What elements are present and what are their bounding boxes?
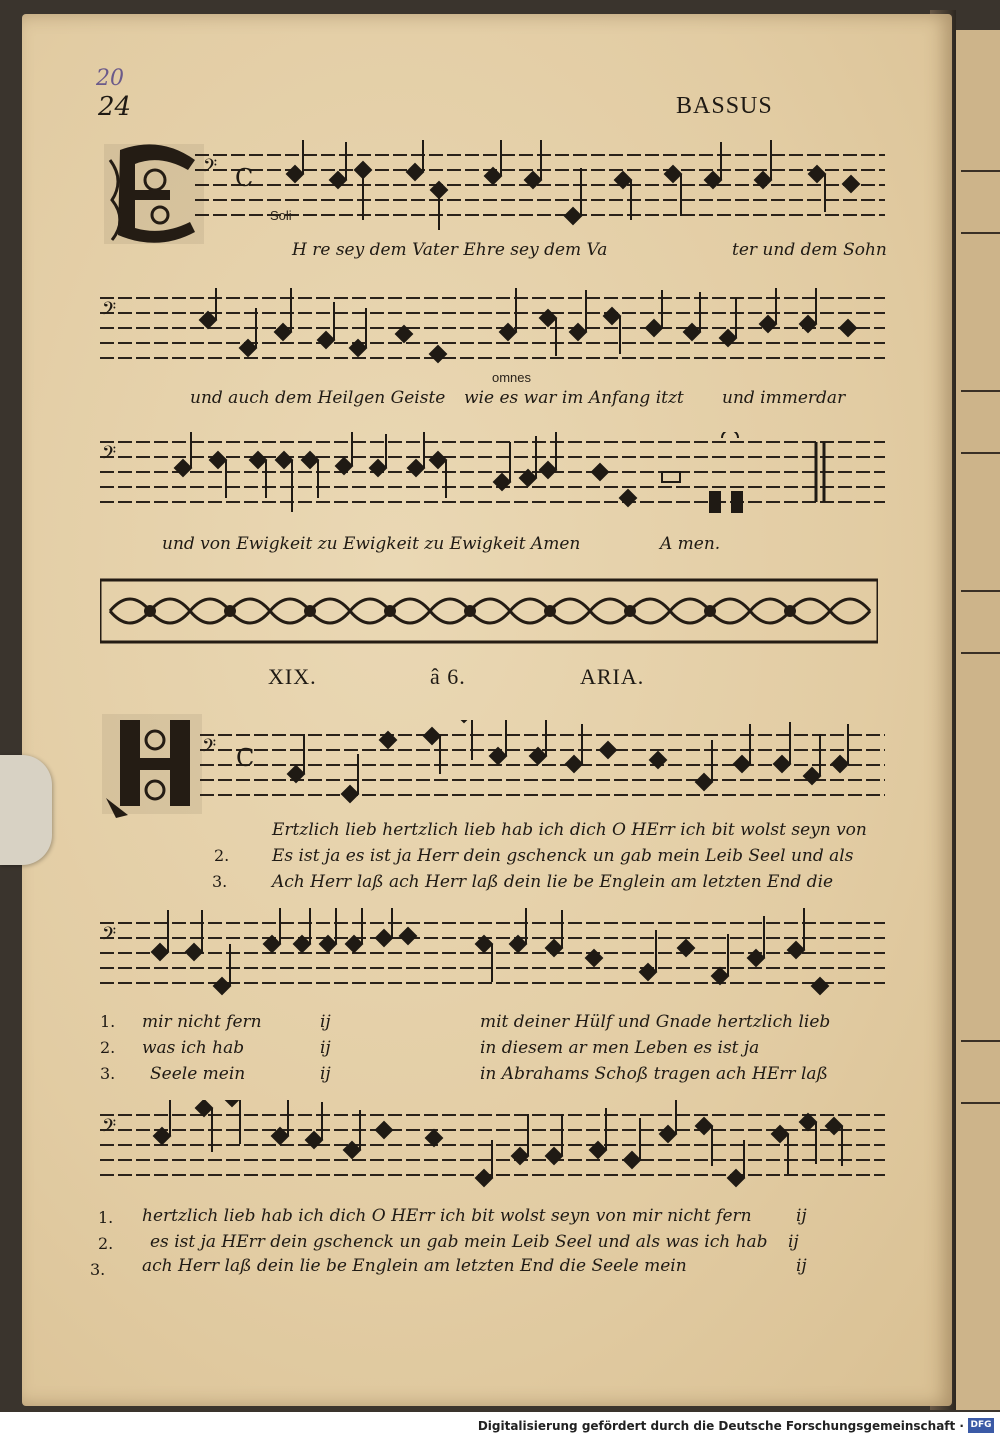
staff-1 [195,140,885,230]
stanza-1-line-2b: ij [320,1012,331,1032]
stanza-2-line-3b: ij [788,1232,799,1252]
svg-text:C: C [235,164,254,192]
staff-2 [100,288,885,368]
lyric-line-3a: und von Ewigkeit zu Ewigkeit zu Ewigkeit Amen [162,534,581,554]
stanza-3-line-2b: ij [320,1064,331,1084]
stanza-1-line-3a: hertzlich lieb hab ich dich O HErr ich bit wolst seyn von mir nicht fern [142,1206,752,1226]
footer-bar [0,1412,1000,1440]
verse-number-2: 2. [214,846,230,865]
adjacent-staff [961,590,1000,654]
lyric-line-2c: und immerdar [722,388,846,408]
staff-5 [100,908,885,1008]
staff-4 [200,720,885,810]
solo-marking: Soli [270,208,292,223]
stanza-3-line-1: Ach Herr laß ach Herr laß dein lie be Englein am letzten End die [272,872,834,892]
stanza-2-line-2a: was ich hab [142,1038,245,1058]
piece-number: XIX. [268,664,317,689]
page-number: 24 [98,92,132,122]
stanza-1-line-2c: mit deiner Hülf und Gnade hertzlich lieb [480,1012,831,1032]
dfg-logo: DFG [968,1418,994,1433]
stanza-2-line-2c: in diesem ar men Leben es ist ja [480,1038,760,1058]
ornamental-border [100,578,878,644]
stanza-3-line-3b: ij [796,1256,807,1276]
piece-title: ARIA. [580,664,645,689]
stanza-2-line-1: Es ist ja es ist ja Herr dein gschenck un gab mein Leib Seel und als [272,846,854,866]
verse-number-3: 3. [100,1064,116,1083]
svg-text:C: C [236,744,255,772]
stanza-1-line-3b: ij [796,1206,807,1226]
verse-number-3: 3. [90,1260,106,1279]
lyric-line-2b: wie es war im Anfang itzt [464,388,684,408]
voice-part-heading: BASSUS [676,93,773,119]
omnes-marking: omnes [492,370,532,385]
staff-6 [100,1100,885,1200]
decorated-initial-e [100,140,210,250]
funding-credit: Digitalisierung gefördert durch die Deutsche Forschungsgemeinschaft · [477,1419,964,1433]
staff-3 [100,432,885,522]
adjacent-staff [961,390,1000,454]
voice-count: â 6. [430,664,466,689]
verse-number-2: 2. [100,1038,116,1057]
svg-text:𝄢: 𝄢 [102,1116,117,1141]
adjacent-staff [961,170,1000,234]
verse-number-1: 1. [100,1012,116,1031]
stanza-2-line-2b: ij [320,1038,331,1058]
svg-text:𝄢: 𝄢 [102,443,117,468]
svg-text:𝄢: 𝄢 [102,924,117,949]
decorated-initial-h [98,710,208,820]
lyric-line-2a: und auch dem Heilgen Geiste [190,388,446,408]
lyric-line-1b: ter und dem Sohn [732,240,887,260]
stanza-3-line-3a: ach Herr laß dein lie be Englein am letzten End die Seele mein [142,1256,687,1276]
adjacent-page-edge [955,30,1000,1410]
page-clip [0,755,52,865]
stanza-3-line-2c: in Abrahams Schoß tragen ach HErr laß [480,1064,828,1084]
lyric-line-3b: A men. [660,534,721,554]
svg-text:𝄢: 𝄢 [202,736,217,761]
verse-number-1: 1. [98,1208,114,1227]
stanza-2-line-3a: es ist ja HErr dein gschenck un gab mein Leib Seel und als was ich hab [150,1232,768,1252]
stanza-3-line-2a: Seele mein [150,1064,246,1084]
verse-number-3: 3. [212,872,228,891]
lyric-line-1a: H re sey dem Vater Ehre sey dem Va [292,240,608,260]
svg-text:𝄢: 𝄢 [203,156,218,181]
svg-text:𝄢: 𝄢 [102,299,117,324]
stanza-1-line-1: Ertzlich lieb hertzlich lieb hab ich dich O HErr ich bit wolst seyn von [272,820,867,840]
manuscript-folio-number: 20 [96,66,124,91]
stanza-1-line-2a: mir nicht fern [142,1012,262,1032]
adjacent-staff [961,1040,1000,1104]
verse-number-2: 2. [98,1234,114,1253]
